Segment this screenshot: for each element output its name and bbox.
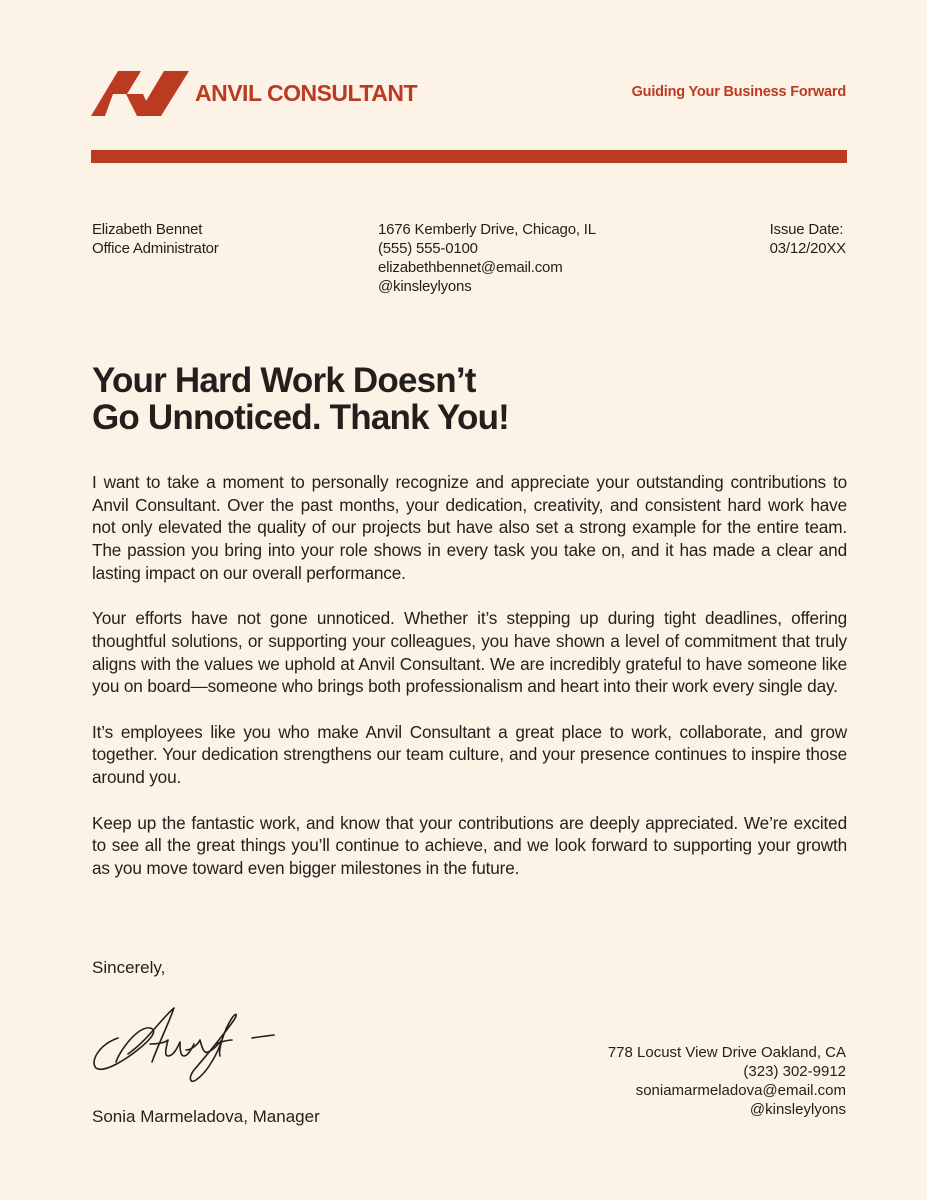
sender-address: 778 Locust View Drive Oakland, CA [607, 1044, 846, 1061]
recipient-name: Elizabeth Bennet [92, 221, 203, 238]
recipient-phone: (555) 555-0100 [378, 240, 478, 257]
letter-body [92, 471, 847, 902]
recipient-email: elizabethbennet@email.com [378, 259, 563, 276]
sender-phone: (323) 302-9912 [743, 1063, 846, 1080]
brand-name: ANVIL CONSULTANT [195, 80, 417, 106]
body-paragraph: Keep up the fantastic work, and know that your contributions are deeply appreciated. We’re excited to see all the great things you’ll continue to achieve, and we look forward to supporting your growth as you move toward even bigger milestones in the future. [92, 812, 847, 878]
signer-name: Sonia Marmeladova, Manager [92, 1107, 320, 1126]
sender-email: soniamarmeladova@email.com [635, 1082, 846, 1099]
headline-line-2: Go Unnoticed. Thank You! [92, 398, 510, 437]
recipient-block [92, 220, 219, 258]
letter-headline [92, 362, 509, 436]
issue-date-label: Issue Date: [769, 221, 844, 238]
body-paragraph: It’s employees like you who make Anvil Consultant a great place to work, collaborate, and grow together. Your dedication strengthens our team culture, and your presence continues to inspire those around you. [92, 721, 847, 788]
recipient-title: Office Administrator [92, 240, 219, 257]
issue-date-block [770, 220, 846, 258]
sender-contact-block [608, 1043, 846, 1119]
body-paragraph: Your efforts have not gone unnoticed. Whether it’s stepping up during tight deadlines, offering thoughtful solutions, or supporting your colleagues, you have shown a level of commitment that truly aligns with the values we uphold at Anvil Consultant. We are incredibly grateful to have someone like you on board—someone who brings both professionalism and heart into their work every single day. [92, 608, 847, 697]
header-divider [91, 150, 847, 163]
body-paragraph: I want to take a moment to personally recognize and appreciate your outstanding contributions to Anvil Consultant. Over the past months, your dedication, creativity, and consistent hard work have not only elevated the quality of our projects but have also set a strong example for the entire team. The passion you bring into your role shows in every task you take on, and it has made a clear and lasting impact on our overall performance. [92, 472, 847, 583]
issue-date-value: 03/12/20XX [769, 240, 846, 257]
brand-tagline: Guiding Your Business Forward [631, 84, 846, 100]
headline-line-1: Your Hard Work Doesn’t [92, 361, 476, 400]
recipient-contact-block [378, 220, 596, 296]
recipient-social: @kinsleylyons [378, 278, 472, 295]
brand-logo [91, 71, 417, 116]
anvil-n-logo-icon [91, 71, 189, 116]
recipient-address: 1676 Kemberly Drive, Chicago, IL [378, 221, 596, 238]
handwritten-signature [88, 1000, 283, 1090]
sender-social: @kinsleylyons [749, 1101, 846, 1118]
closing-salutation: Sincerely, [92, 958, 166, 977]
